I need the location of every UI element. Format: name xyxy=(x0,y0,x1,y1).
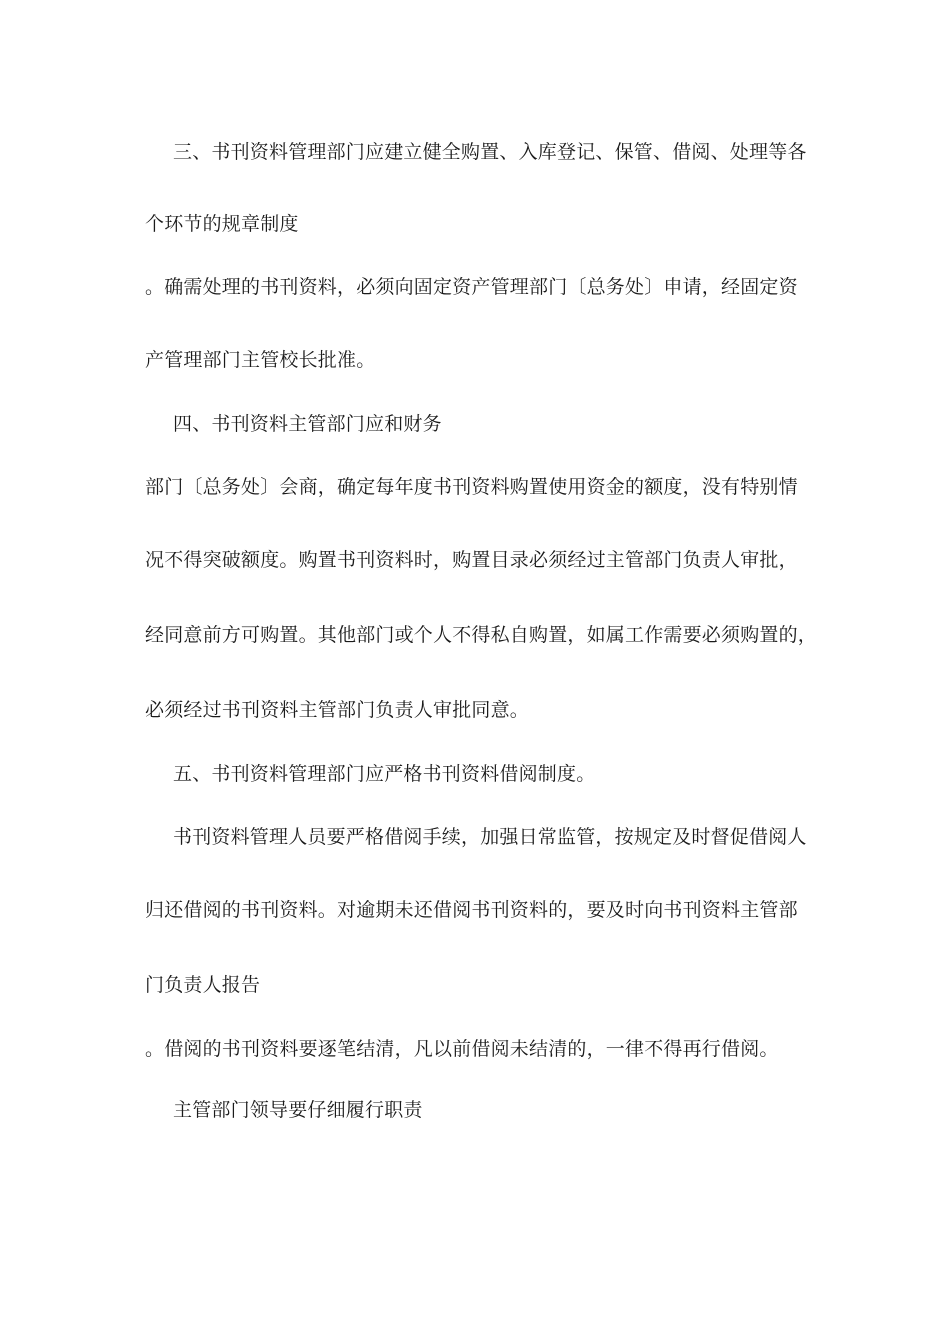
text-line: 必须经过书刊资料主管部门负责人审批同意。 xyxy=(145,699,530,721)
text-line: 个环节的规章制度 xyxy=(145,213,299,235)
text-line: 三、书刊资料管理部门应建立健全购置、入库登记、保管、借阅、处理等各 xyxy=(173,141,807,163)
text-line: 。借阅的书刊资料要逐笔结清，凡以前借阅未结清的，一律不得再行借阅。 xyxy=(145,1038,779,1060)
text-line: 经同意前方可购置。其他部门或个人不得私自购置，如属工作需要必须购置的， xyxy=(145,624,818,646)
text-line: 五、书刊资料管理部门应严格书刊资料借阅制度。 xyxy=(173,763,596,785)
text-line: 主管部门领导要仔细履行职责 xyxy=(173,1099,423,1121)
text-line: 况不得突破额度。购置书刊资料时，购置目录必须经过主管部门负责人审批， xyxy=(145,549,798,571)
text-line: 产管理部门主管校长批准。 xyxy=(145,349,376,371)
text-line: 四、书刊资料主管部门应和财务 xyxy=(173,413,442,435)
text-line: 归还借阅的书刊资料。对逾期未还借阅书刊资料的，要及时向书刊资料主管部 xyxy=(145,899,798,921)
text-line: 。确需处理的书刊资料，必须向固定资产管理部门〔总务处〕申请，经固定资 xyxy=(145,276,798,298)
text-line: 部门〔总务处〕会商，确定每年度书刊资料购置使用资金的额度，没有特别情 xyxy=(145,476,798,498)
text-line: 门负责人报告 xyxy=(145,974,261,996)
text-line: 书刊资料管理人员要严格借阅手续，加强日常监管，按规定及时督促借阅人 xyxy=(173,826,807,848)
